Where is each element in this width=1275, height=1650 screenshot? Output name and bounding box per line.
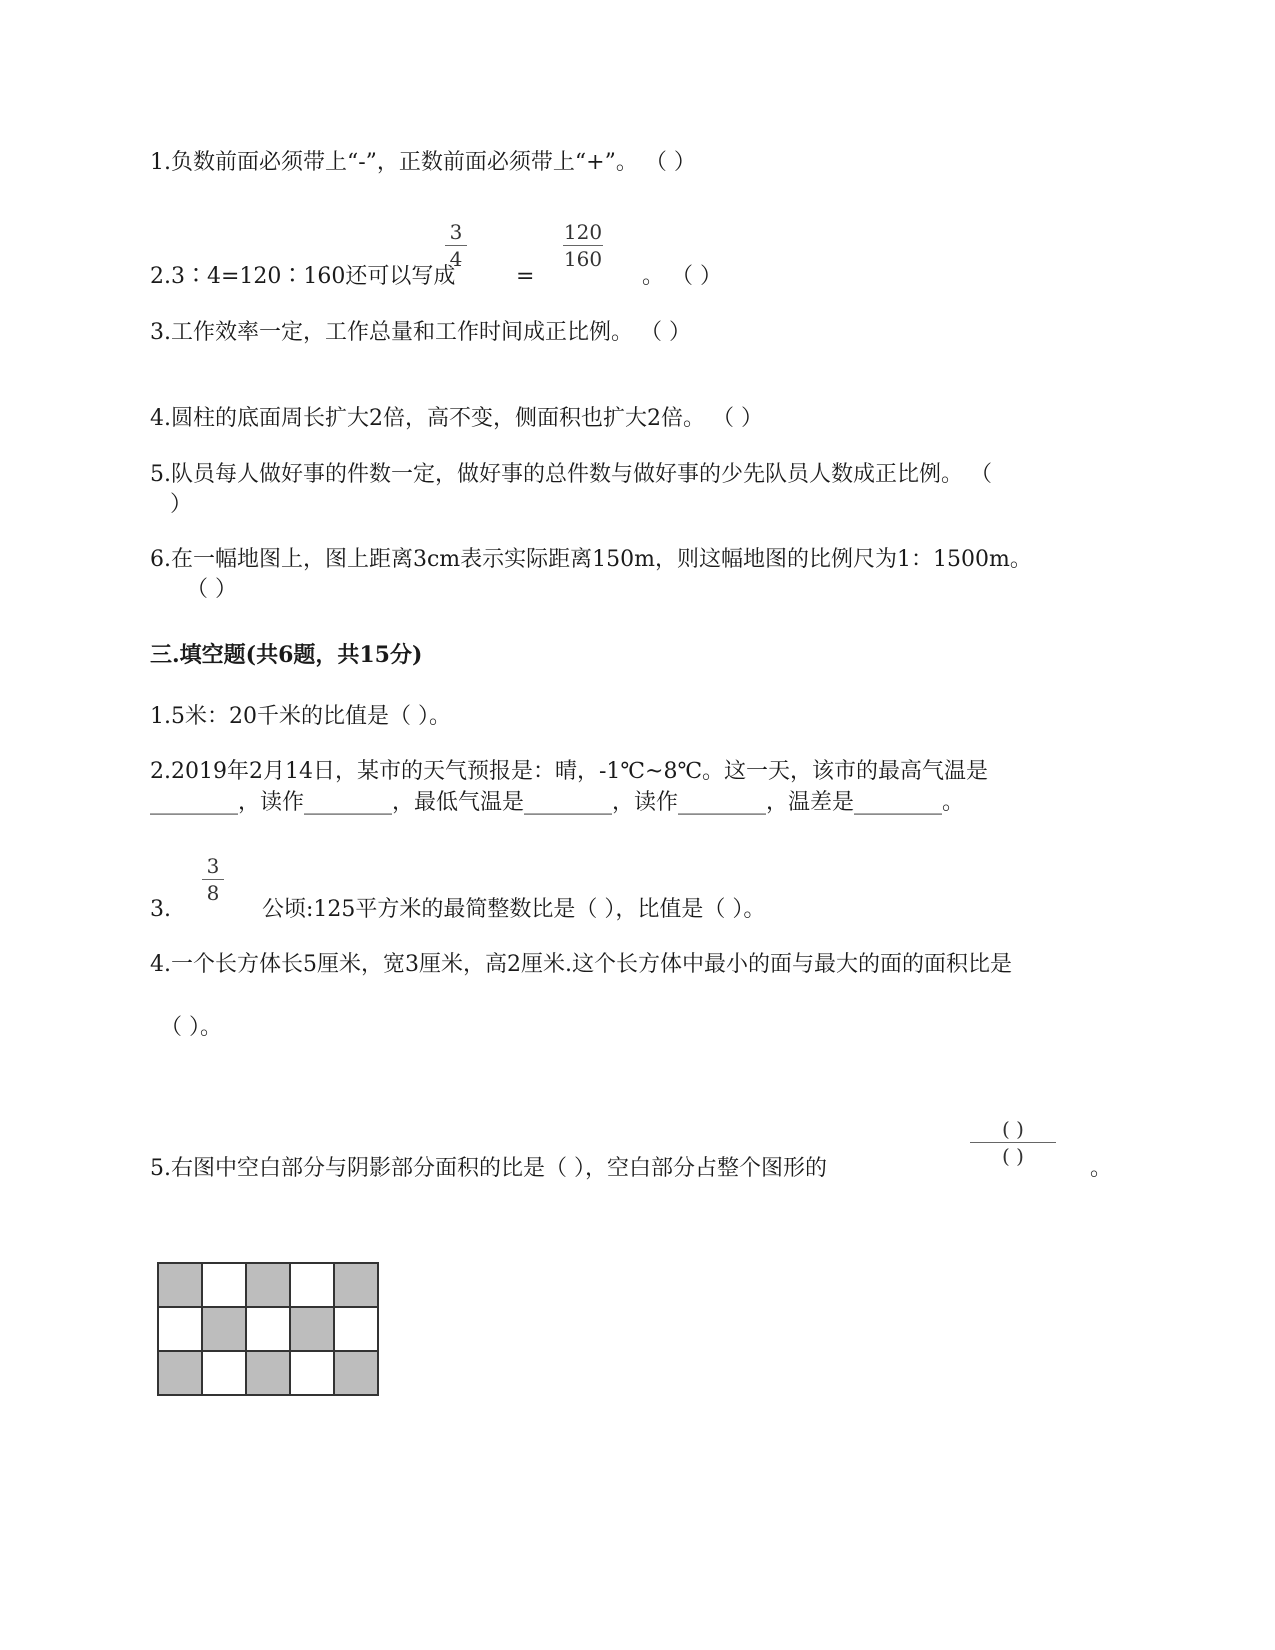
fraction-numerator: 3 (449, 220, 463, 244)
fraction-numerator: ( ) (1002, 1117, 1024, 1141)
grid-row (158, 1351, 378, 1395)
grid-row (158, 1307, 378, 1351)
judge-q3: 3.工作效率一定，工作总量和工作时间成正比例。 （ ） (150, 320, 691, 345)
fraction-numerator: 3 (206, 854, 220, 878)
shaded-cell (158, 1351, 202, 1395)
fill-q3-prefix: 3. (150, 897, 171, 922)
fill-q4-line1: 4.一个长方体长5厘米，宽3厘米，高2厘米.这个长方体中最小的面与最大的面的面积比是 (150, 952, 1012, 977)
fill-q3-text: 公顷:125平方米的最简整数比是（ ），比值是（ ）。 (262, 897, 766, 922)
checker-grid-figure (157, 1262, 379, 1396)
judge-q2-prefix: 2.3∶4=120∶160还可以写成 (150, 264, 456, 289)
fill-q2-line2: ________，读作________，最低气温是________，读作________，温差是________。 (150, 790, 965, 815)
fraction-denominator: 160 (563, 247, 603, 271)
blank-cell (202, 1263, 246, 1307)
shaded-cell (290, 1307, 334, 1351)
shaded-cell (202, 1307, 246, 1351)
fill-q2-line1: 2.2019年2月14日，某市的天气预报是：晴，-1℃~8℃。这一天，该市的最高气温是 (150, 759, 989, 784)
judge-q5-line2: ） (170, 492, 193, 517)
fill-q5-end: 。 (1090, 1156, 1113, 1181)
blank-cell (246, 1307, 290, 1351)
fill-q5-text: 5.右图中空白部分与阴影部分面积的比是（ ），空白部分占整个图形的 (150, 1156, 827, 1181)
fill-q1: 1.5米：20千米的比值是（ ）。 (150, 704, 451, 729)
blank-fraction (970, 1117, 1056, 1168)
shaded-cell (246, 1351, 290, 1395)
equals-sign: = (516, 264, 535, 289)
blank-cell (290, 1263, 334, 1307)
judge-q2-suffix: 。 （ ） (642, 264, 722, 289)
fraction-3-8 (202, 854, 224, 905)
grid-row (158, 1263, 378, 1307)
fraction-numerator: 120 (563, 220, 603, 244)
blank-cell (290, 1351, 334, 1395)
shaded-cell (158, 1263, 202, 1307)
fraction-denominator: ( ) (1002, 1144, 1024, 1168)
fill-q4-line2: （ ）。 (160, 1015, 222, 1040)
fraction-3-4 (445, 220, 467, 271)
fraction-denominator: 8 (206, 881, 220, 905)
shaded-cell (334, 1351, 378, 1395)
blank-cell (202, 1351, 246, 1395)
judge-q6-line2: （ ） (186, 577, 237, 602)
judge-q5-line1: 5.队员每人做好事的件数一定，做好事的总件数与做好事的少先队员人数成正比例。 （ (150, 462, 992, 487)
judge-q1: 1.负数前面必须带上“-”，正数前面必须带上“+”。 （ ） (150, 150, 696, 175)
judge-q6-line1: 6.在一幅地图上，图上距离3cm表示实际距离150m，则这幅地图的比例尺为1：1500m。 (150, 547, 1032, 572)
blank-cell (334, 1307, 378, 1351)
blank-cell (158, 1307, 202, 1351)
shaded-cell (246, 1263, 290, 1307)
section-heading: 三.填空题(共6题，共15分) (150, 642, 423, 668)
fraction-120-160 (563, 220, 603, 271)
judge-q4: 4.圆柱的底面周长扩大2倍，高不变，侧面积也扩大2倍。 （ ） (150, 406, 763, 431)
shaded-cell (334, 1263, 378, 1307)
fraction-denominator: 4 (449, 247, 463, 271)
